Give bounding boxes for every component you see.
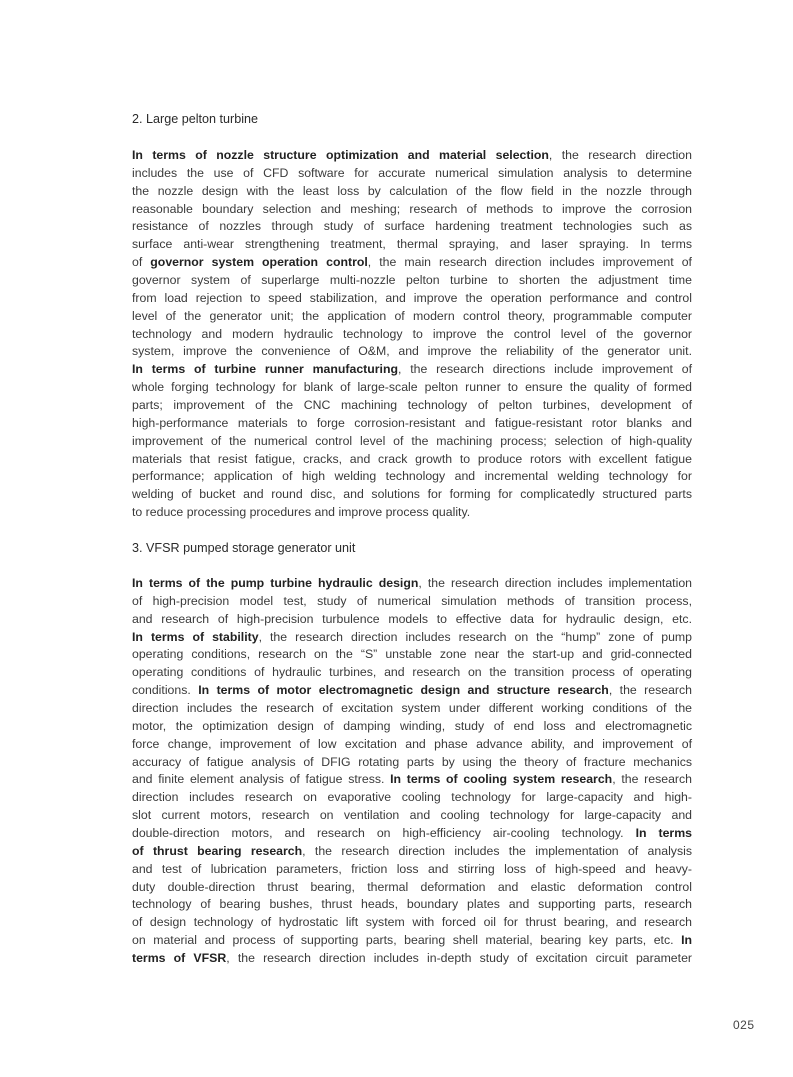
- page-number: 025: [733, 1018, 755, 1032]
- text-line: [132, 682, 692, 700]
- text-line: [132, 646, 692, 664]
- text-line: [132, 771, 692, 789]
- text-line: [132, 843, 692, 861]
- bold-topic-text: In terms of motor electromagnetic design and structure research: [198, 683, 609, 698]
- body-text: system, improve the convenience of O&M, and improve the reliability of the generator unit.: [132, 344, 692, 359]
- text-line: [132, 361, 692, 379]
- text-line: [132, 932, 692, 950]
- text-line: [132, 700, 692, 718]
- text-line: [132, 290, 692, 308]
- body-text: whole forging technology for blank of large-scale pelton runner to ensure the quality of formed: [132, 380, 692, 395]
- body-text: operating conditions, research on the “S” unstable zone near the start-up and grid-connected: [132, 647, 692, 662]
- body-text: , the research direction: [548, 148, 692, 162]
- body-text: level of the generator unit; the application of modern control theory, programmable computer: [132, 308, 692, 323]
- body-text: on material and process of supporting parts, bearing shell material, bearing key parts, etc.: [132, 933, 682, 948]
- section-heading-large-pelton-turbine: 2. Large pelton turbine: [132, 112, 259, 126]
- text-line: [132, 468, 692, 486]
- text-line: [132, 914, 692, 932]
- body-text: , the research direction includes research on the “hump” zone of pump: [258, 629, 692, 644]
- body-text: and finite element analysis of fatigue stress.: [132, 772, 391, 787]
- text-line: [132, 504, 692, 522]
- body-text: the nozzle design with the least loss by calculation of the flow field in the nozzle through: [132, 183, 692, 198]
- text-line: [132, 326, 692, 344]
- body-text: technology of bearing bushes, thrust heads, boundary plates and supporting parts, research: [132, 897, 692, 912]
- body-text: performance; application of high welding technology and incremental welding technology for: [132, 469, 692, 484]
- body-text: conditions.: [132, 683, 199, 698]
- section-heading-vfsr-pumped-storage: 3. VFSR pumped storage generator unit: [132, 541, 356, 555]
- body-text: accuracy of fatigue analysis of DFIG rotating parts by using the theory of fracture mechanics: [132, 754, 692, 769]
- body-text: of: [132, 255, 151, 270]
- body-text: and test of lubrication parameters, friction loss and stirring loss of high-speed and heavy-: [132, 861, 692, 876]
- body-text: double-direction motors, and research on high-efficiency air-cooling technology.: [132, 826, 636, 841]
- text-line: [132, 629, 692, 647]
- body-text: to reduce processing procedures and improve process quality.: [132, 505, 471, 520]
- text-line: [132, 272, 692, 290]
- text-line: [132, 397, 692, 415]
- text-line: [132, 183, 692, 201]
- body-text: reasonable boundary selection and meshing; research of methods to improve the corrosion: [132, 201, 692, 216]
- body-text: slot current motors, research on ventilation and cooling technology for large-capacity and: [132, 808, 692, 823]
- bold-topic-text: In terms: [635, 826, 692, 841]
- body-text: , the main research direction includes improvement of: [367, 255, 692, 270]
- body-text: , the research direction includes implementation: [418, 576, 693, 590]
- text-line: [132, 308, 692, 326]
- text-line: [132, 433, 692, 451]
- text-line: [132, 718, 692, 736]
- body-text: high-performance materials to forge corrosion-resistant and fatigue-resistant rotor blanks and: [132, 415, 692, 430]
- text-line: [132, 896, 692, 914]
- body-text: governor system of superlarge multi-nozzle pelton turbine to shorten the adjustment time: [132, 273, 692, 288]
- text-line: [132, 379, 692, 397]
- bold-topic-text: In terms of turbine runner manufacturing: [132, 362, 398, 377]
- bold-topic-text: In terms of nozzle structure optimization and material selection: [132, 148, 549, 162]
- text-line: [132, 807, 692, 825]
- body-text: resistance of nozzles through study of surface hardening treatment technologies such as: [132, 219, 692, 234]
- body-text: , the research: [608, 683, 693, 698]
- body-text: duty double-direction thrust bearing, thermal deformation and elastic deformation control: [132, 879, 692, 894]
- text-line: [132, 950, 692, 968]
- body-text: force change, improvement of low excitation and phase advance ability, and improvement of: [132, 736, 692, 751]
- text-line: [132, 575, 692, 593]
- body-text: , the research directions include improvement of: [397, 362, 692, 377]
- body-text: direction includes research on evaporative cooling technology for large-capacity and high-: [132, 790, 692, 805]
- body-text: , the research: [612, 772, 692, 787]
- body-text: and research of high-precision turbulence models to effective data for hydraulic design, etc.: [132, 611, 692, 626]
- text-line: [132, 736, 692, 754]
- body-text: surface anti-wear strengthening treatment, thermal spraying, and laser spraying. In terms: [132, 237, 692, 252]
- text-line: [132, 254, 692, 272]
- text-line: [132, 825, 692, 843]
- body-text: direction includes the research of excitation system under different working conditions of the: [132, 701, 692, 716]
- body-text: improvement of the numerical control level of the machining process; selection of high-quality: [132, 433, 692, 448]
- body-text: materials that resist fatigue, cracks, and crack growth to produce rotors with excellent fatigue: [132, 451, 692, 466]
- body-text: welding of bucket and round disc, and solutions for forming for complicatedly structured parts: [132, 487, 692, 502]
- text-line: [132, 593, 692, 611]
- bold-topic-text: In terms of the pump turbine hydraulic design: [132, 576, 419, 590]
- bold-topic-text: In terms of stability: [132, 629, 259, 644]
- bold-topic-text: governor system operation control: [150, 255, 368, 270]
- body-text: motor, the optimization design of damping winding, study of end loss and electromagnetic: [132, 718, 692, 733]
- bold-topic-text: In: [681, 933, 692, 948]
- body-text: , the research direction includes the implementation of analysis: [302, 843, 692, 858]
- text-line: [132, 415, 692, 433]
- body-text: operating conditions of hydraulic turbines, and research on the transition process of operating: [132, 665, 692, 680]
- text-line: [132, 879, 692, 897]
- body-text: , the research direction includes in-depth study of excitation circuit parameter: [226, 951, 692, 966]
- paragraph-vfsr-pumped-storage: [132, 575, 692, 968]
- body-text: of design technology of hydrostatic lift system with forced oil for thrust bearing, and research: [132, 915, 692, 930]
- text-line: [132, 611, 692, 629]
- text-line: [132, 451, 692, 469]
- bold-topic-text: terms of VFSR: [132, 951, 227, 966]
- bold-topic-text: In terms of cooling system research: [390, 772, 613, 787]
- body-text: includes the use of CFD software for accurate numerical simulation analysis to determine: [132, 165, 692, 180]
- text-line: [132, 754, 692, 772]
- text-line: [132, 486, 692, 504]
- bold-topic-text: of thrust bearing research: [132, 843, 303, 858]
- text-line: [132, 218, 692, 236]
- text-line: [132, 861, 692, 879]
- text-line: [132, 165, 692, 183]
- body-text: from load rejection to speed stabilization, and improve the operation performance and control: [132, 290, 692, 305]
- paragraph-large-pelton-turbine: [132, 147, 692, 522]
- text-line: [132, 343, 692, 361]
- text-line: [132, 236, 692, 254]
- text-line: [132, 201, 692, 219]
- text-line: [132, 147, 692, 165]
- body-text: parts; improvement of the CNC machining technology of pelton turbines, development of: [132, 398, 692, 413]
- body-text: technology and modern hydraulic technology to improve the control level of the governor: [132, 326, 692, 341]
- body-text: of high-precision model test, study of numerical simulation methods of transition process,: [132, 593, 692, 608]
- text-line: [132, 664, 692, 682]
- text-line: [132, 789, 692, 807]
